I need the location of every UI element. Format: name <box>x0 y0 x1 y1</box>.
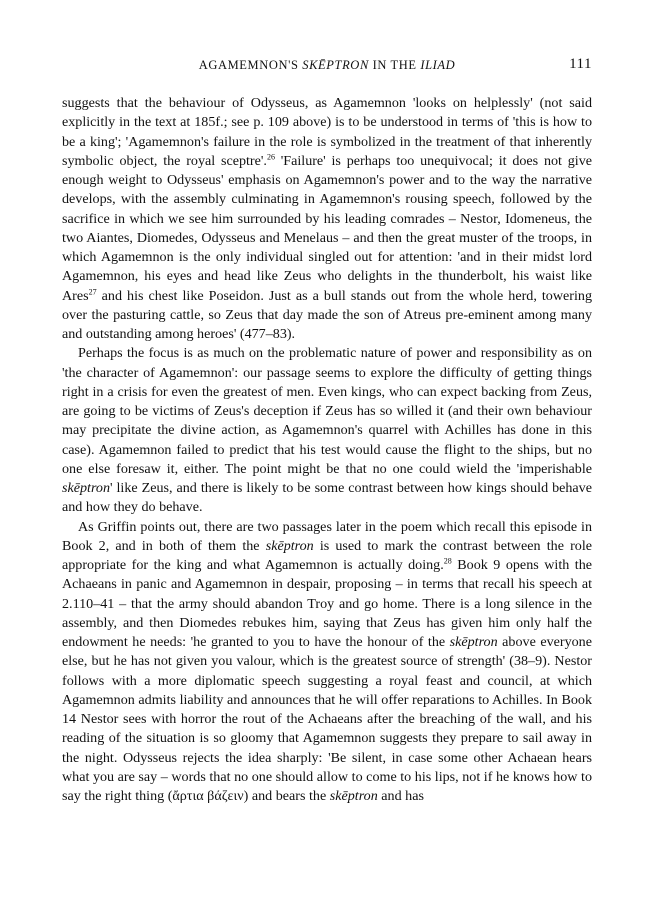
paragraph-3-text-d: above everyone else, but he has not given you valour, which is the greatest source of strength' (38–9). Nestor follows with a more diplomatic speech suggesting a royal feast and council, at which Agamemnon admits liability and announces that he will offer reparations to Achilles. In Book 14 Nestor sees with horror the rout of the Achaeans after the breaching of the wall, and his reading of the situation is so gloomy that Agamemnon suggests they prepare to sail away in the night. Odysseus rejects the idea sharply: 'Be silent, in case some other Achaean hears what you are say – words that no one should allow to come to his lips, not if he knows how to say the right thing (ἄρτια βάζειν) and bears the <box>62 634 592 804</box>
paragraph-1-text-a: suggests that the behaviour of Odysseus, as Agamemnon 'looks on helplessly' (not said explicitly in the text at 185f.; see p. 109 above) is to be understood in terms of 'this is how to be a king'; 'Agamemnon's failure in the role is symbolized in the treatment of that inherently symbolic object, the royal sceptre'. <box>62 95 592 169</box>
paragraph-3-italic-skeptron-3: skēptron <box>329 788 378 804</box>
running-title-italic-skeptron: SKĒPTRON <box>302 58 369 72</box>
footnote-ref-28: 28 <box>443 556 452 566</box>
running-head <box>62 58 592 78</box>
paragraph-3-text-a: As Griffin points out, there are two passages later in the poem which recall this episode in Book 2, and in both of them the <box>62 518 592 554</box>
paragraph-3-text-e: and has <box>377 788 424 804</box>
paragraph-3-text-b: is used to mark the contrast between the role appropriate for the king and what Agamemnon is actually doing. <box>62 537 592 573</box>
paragraph-2 <box>62 344 592 517</box>
body-text <box>62 94 592 806</box>
paragraph-3-italic-skeptron-2: skēptron <box>449 634 498 650</box>
footnote-ref-26: 26 <box>266 152 275 162</box>
paragraph-1-text-c: and his chest like Poseidon. Just as a bull stands out from the whole herd, towering over the pasturing cattle, so Zeus that day made the son of Atreus pre-eminent among many and outstanding among heroes' (477–83). <box>62 287 592 342</box>
paragraph-2-text-a: Perhaps the focus is as much on the problematic nature of power and responsibility as on 'the character of Agamemnon': our passage seems to explore the difficulty of getting things right in a crisis for even the greatest of men. Even kings, who can expect backing from Zeus, are going to be victims of Zeus's deception if Zeus has so willed it (and their own behaviour may precipitate the divine action, as Agamemnon's quarrel with Achilles has done in this case). Agamemnon failed to predict that his test would cause the flight to the ships, but no one else foresaw it, either. The point might be that no one could wield the 'imperishable <box>62 345 592 477</box>
paragraph-3-italic-skeptron-1: skēptron <box>265 537 314 554</box>
paragraph-2-italic-skeptron: skēptron <box>62 480 111 496</box>
running-title-italic-iliad: ILIAD <box>420 58 456 72</box>
footnote-ref-27: 27 <box>88 286 97 296</box>
paragraph-1 <box>62 94 592 344</box>
paragraph-2-text-b: ' like Zeus, and there is likely to be some contrast between how kings should behave and how they do behave. <box>62 480 592 516</box>
page-number: 111 <box>569 56 592 72</box>
running-title <box>62 58 592 73</box>
running-title-text-mid: IN THE <box>368 58 421 72</box>
paragraph-3-text-c: Book 9 opens with the Achaeans in panic and Agamemnon in despair, proposing – in terms that recall his speech at 2.110–41 – that the army should abandon Troy and go home. There is a long silence in the assembly, and then Diomedes rebukes him, saying that Zeus has given him only half the endowment he needs: 'he granted to you to have the honour of the <box>62 557 592 650</box>
running-title-text: AGAMEMNON'S <box>198 58 303 72</box>
paragraph-3 <box>62 518 592 807</box>
paragraph-1-text-b: 'Failure' is perhaps too unequivocal; it does not give enough weight to Odysseus' emphasis on Agamemnon's power and to the way the narrative develops, with the assembly culminating in Agamemnon's rousing speech, followed by the sacrifice in which we see him surrounded by his leading comrades – Nestor, Idomeneus, the two Aiantes, Diomedes, Odysseus and Menelaus – and then the great muster of the troops, in which Agamemnon is the only individual singled out for attention: 'and in their midst lord Agamemnon, his eyes and head like Zeus who delights in the thunderbolt, his waist like Ares <box>62 152 593 304</box>
